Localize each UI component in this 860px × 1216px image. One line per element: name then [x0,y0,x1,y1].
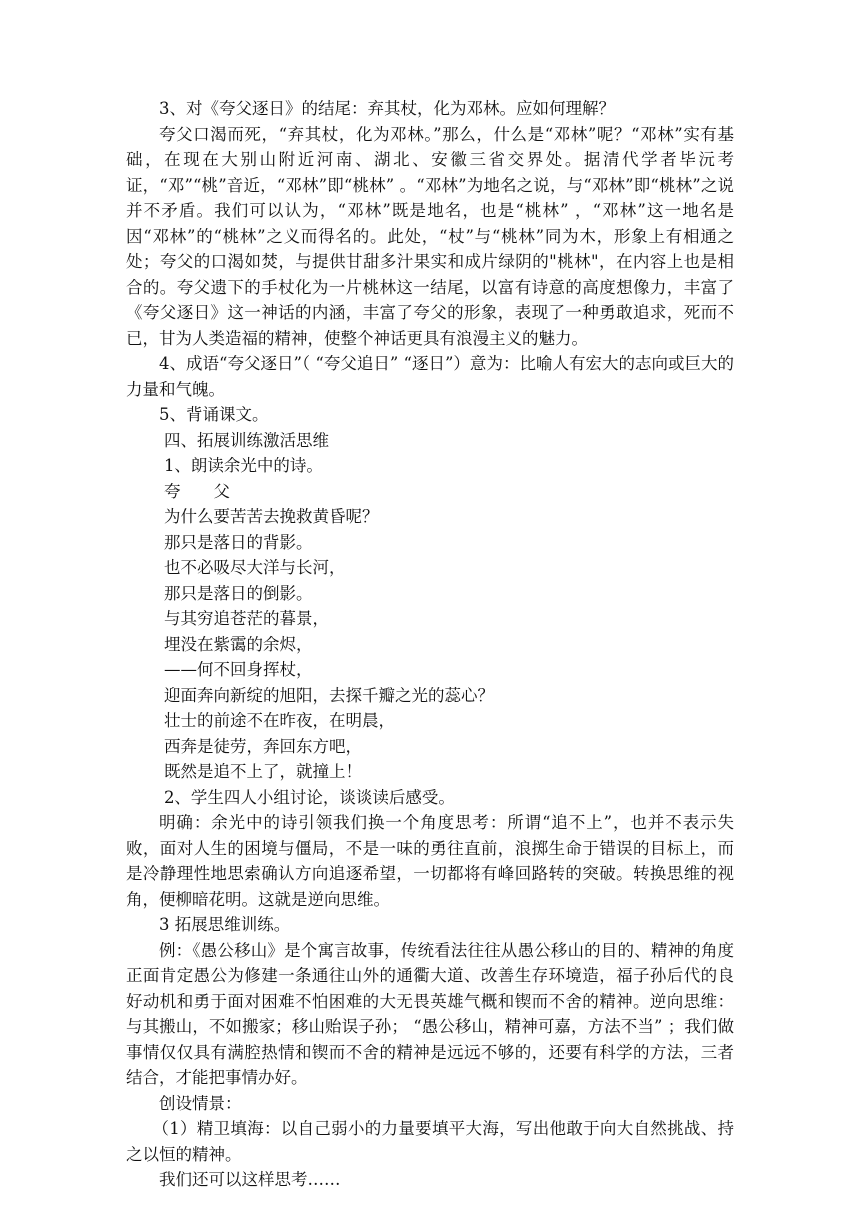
paragraph: 为什么要苦苦去挽救黄昏呢？ [163,507,379,526]
paragraph: 2、学生四人小组讨论，谈谈读后感受。 [163,787,455,807]
paragraph: 3 拓展思维训练。 [159,915,291,934]
paragraph: 埋没在紫霭的余烬， [163,634,313,654]
paragraph: 1、朗读余光中的诗。 [163,456,323,475]
paragraph: 3、对《夸父逐日》的结尾：弃其杖，化为邓林。应如何理解？ [159,99,615,118]
paragraph: 明确：余光中的诗引领我们换一个角度思考：所谓“追不上”，也并不表示失败，面对人生的困境与僵局，不是一味的勇往直前，浪掷生命于错误的目标上，而是冷静理性地思索确认方向追逐希望，一切都将有峰回路转的突破。转换思维的视角，便柳暗花明。这就是逆向思维。 [126,813,734,909]
paragraph: 5、背诵课文。 [159,405,269,424]
paragraph: 迎面奔向新绽的旭阳，去探千瓣之光的蕊心？ [163,685,494,705]
paragraph: （1）精卫填海：以自己弱小的力量要填平大海，写出他敢于向大自然挑战、持之以恒的精神。 [126,1119,734,1164]
paragraph: 与其穷追苍茫的暮景， [163,609,329,628]
paragraph: 夸 父 [163,481,230,501]
paragraph: 创设情景： [159,1093,242,1113]
paragraph: 我们还可以这样思考…… [159,1170,341,1189]
paragraph: 例：《愚公移山》是个寓言故事，传统看法往往从愚公移山的目的、精神的角度正面肯定愚公为修建一条通往山外的通衢大道、改善生存环境造，福子孙后代的良好动机和勇于面对困难不怕困难的大无畏英雄气概和锲而不舍的精神。逆向思维：与其搬山，不如搬家；移山贻误子孙； “愚公移山，精神可嘉，方法不当” ；我们做事情仅仅具有满腔热情和锲而不舍的精神是远远不够的，还要有科学的方法，三者结合，才能把事情办好。 [126,940,734,1087]
document-page [126,96,734,1193]
paragraph: ——何不回身挥杖， [163,660,313,679]
paragraph: 也不必吸尽大洋与长河， [163,558,346,577]
paragraph: 四、拓展训练激活思维 [163,430,329,450]
paragraph: 既然是追不上了，就撞上！ [163,762,362,781]
paragraph: 壮士的前途不在昨夜，在明晨， [163,711,395,730]
paragraph: 那只是落日的倒影。 [163,583,313,603]
paragraph: 夸父口渴而死，“弃其杖，化为邓林。”那么，什么是“邓林”呢？“邓林”实有基础，在现在大别山附近河南、湖北、安徽三省交界处。据清代学者毕沅考证，“邓”“桃”音近，“邓林”即“桃林” 。“邓林”为地名之说，与“邓林”即“桃林”之说并不矛盾。我们可以认为，“邓林”既是地名，也是“桃林” ，“邓林”这一地名是因“邓林”的“桃林”之义而得名的。此处，“杖”与“桃林”同为木，形象上有相通之处；夸父的口渴如焚，与提供甘甜多汁果实和成片绿阴的"桃林"，在内容上也是相合的。夸父遗下的手杖化为一片桃林这一结尾，以富有诗意的高度想像力，丰富了《夸父逐日》这一神话的内涵，丰富了夸父的形象，表现了一种勇敢追求，死而不已，甘为人类造福的精神，使整个神话更具有浪漫主义的魅力。 [126,124,734,348]
paragraph: 4、成语“夸父逐日”（ “夸父追日” “逐日”）意为：比喻人有宏大的志向或巨大的力量和气魄。 [126,354,734,399]
paragraph: 西奔是徒劳，奔回东方吧， [163,736,362,756]
paragraph: 那只是落日的背影。 [163,532,313,552]
